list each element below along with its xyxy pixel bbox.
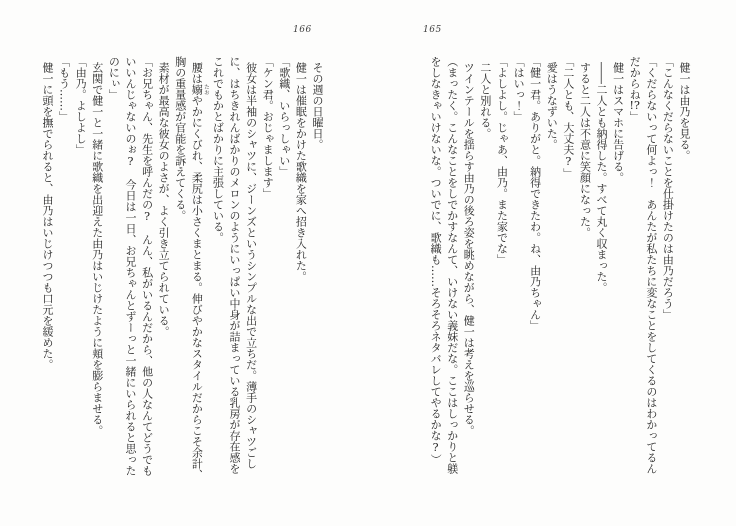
punctuation-mark: ? bbox=[429, 441, 443, 454]
text-column: 玄関で健一と一緒に歌織を出迎えた由乃はいじけたように頬を膨らませる。 bbox=[90, 62, 104, 436]
text-column: 「お兄ちゃん、先生を呼んだの? んん、私がいるんだから、他の人なんてどうでも bbox=[140, 56, 154, 476]
page-right-text-block bbox=[428, 56, 692, 512]
text-column: すると二人は不意に笑顔になった。 bbox=[578, 62, 592, 238]
text-column: 「由乃。よしよし」 bbox=[74, 56, 88, 155]
punctuation-mark: ? bbox=[561, 155, 575, 168]
text-column: （まったく。こんなことをしでかすなんて、いけない義妹だな。ここはしっかりと躾 bbox=[445, 56, 459, 474]
text-column: 「こんなくだらないことを仕掛けたのは由乃だろう」 bbox=[661, 56, 675, 320]
text-column: 胸の重量感が官能を訴えてくる。 bbox=[173, 56, 187, 221]
text-column: 愛はうなずいた。 bbox=[545, 62, 559, 150]
page-left-text-block bbox=[41, 56, 325, 512]
text-column: に、はちきれんばかりのメロンのようにいっぱい中身が詰まっている乳房が存在感を bbox=[228, 56, 242, 474]
text-column: をしなきゃいけないな。ついでに、歌織も……そろそろネタバレしてやるかな?） bbox=[429, 56, 443, 465]
text-column: これでもかとばかりに主張している。 bbox=[211, 56, 225, 243]
text-column: 健一に頭を撫でられると、由乃はいじけつつも口元を緩めた。 bbox=[41, 62, 54, 370]
ruby-annotation: 嫋 たお bbox=[190, 84, 209, 95]
text-column: 「歌織、いらっしゃい」 bbox=[277, 56, 291, 177]
text-column: ――二人とも納得した。すべて丸く収まった。 bbox=[595, 62, 609, 293]
text-column: 二人と別れる。 bbox=[478, 62, 492, 139]
text-column: のにぃ」 bbox=[107, 56, 121, 100]
punctuation-mark: ? bbox=[140, 210, 154, 223]
text-column: 「よしよし。じゃあ、由乃。また家でな」 bbox=[495, 56, 509, 265]
text-column: 「健一君。ありがと。納得できたわ。ね、由乃ちゃん」 bbox=[528, 56, 542, 331]
text-column: 彼女は半袖のシャツに、ジーンズというシンプルな出で立ちだ。薄手のシャツごし bbox=[244, 62, 258, 469]
text-column: いいんじゃないのぉ? 今日は一日、お兄ちゃんとずーっと一緒にいられると思った bbox=[123, 56, 137, 476]
text-column: 「くだらないって何よっ！ あんたが私たちに変なことをしてくるのはわかってるん bbox=[644, 56, 658, 474]
text-column: 「ケン君。おじゃまします」 bbox=[261, 56, 275, 199]
text-column: 素材が最高な彼女のよさが、よく引き立てられている。 bbox=[157, 62, 171, 337]
text-column: 健一は由乃を見る。 bbox=[678, 62, 691, 161]
text-column: その週の日曜日。 bbox=[311, 62, 324, 150]
text-column: 「二人とも、大丈夫?」 bbox=[561, 56, 575, 179]
text-column: 健一は催眠をかけた歌織を家へ招き入れた。 bbox=[294, 62, 308, 282]
text-column: 腰は嫋 たおやかにくびれ、柔尻は小さくまとまる。伸びやかなスタイルだからこそ余計、 bbox=[190, 62, 209, 480]
page-number-left: 166 bbox=[293, 25, 312, 35]
page-number-right: 165 bbox=[423, 25, 442, 35]
text-column: 健一はスマホに告げる。 bbox=[611, 62, 625, 183]
text-column: 「はいっ！」 bbox=[512, 56, 526, 122]
punctuation-mark: ? bbox=[123, 155, 137, 168]
punctuation-mark: !? bbox=[629, 100, 640, 111]
text-column: ツインテールを揺らす由乃の後ろ姿を眺めながら、健一は考えを巡らせる。 bbox=[462, 62, 476, 436]
text-column: だからね!?」 bbox=[628, 56, 642, 122]
text-column: 「もう……」 bbox=[57, 56, 71, 122]
